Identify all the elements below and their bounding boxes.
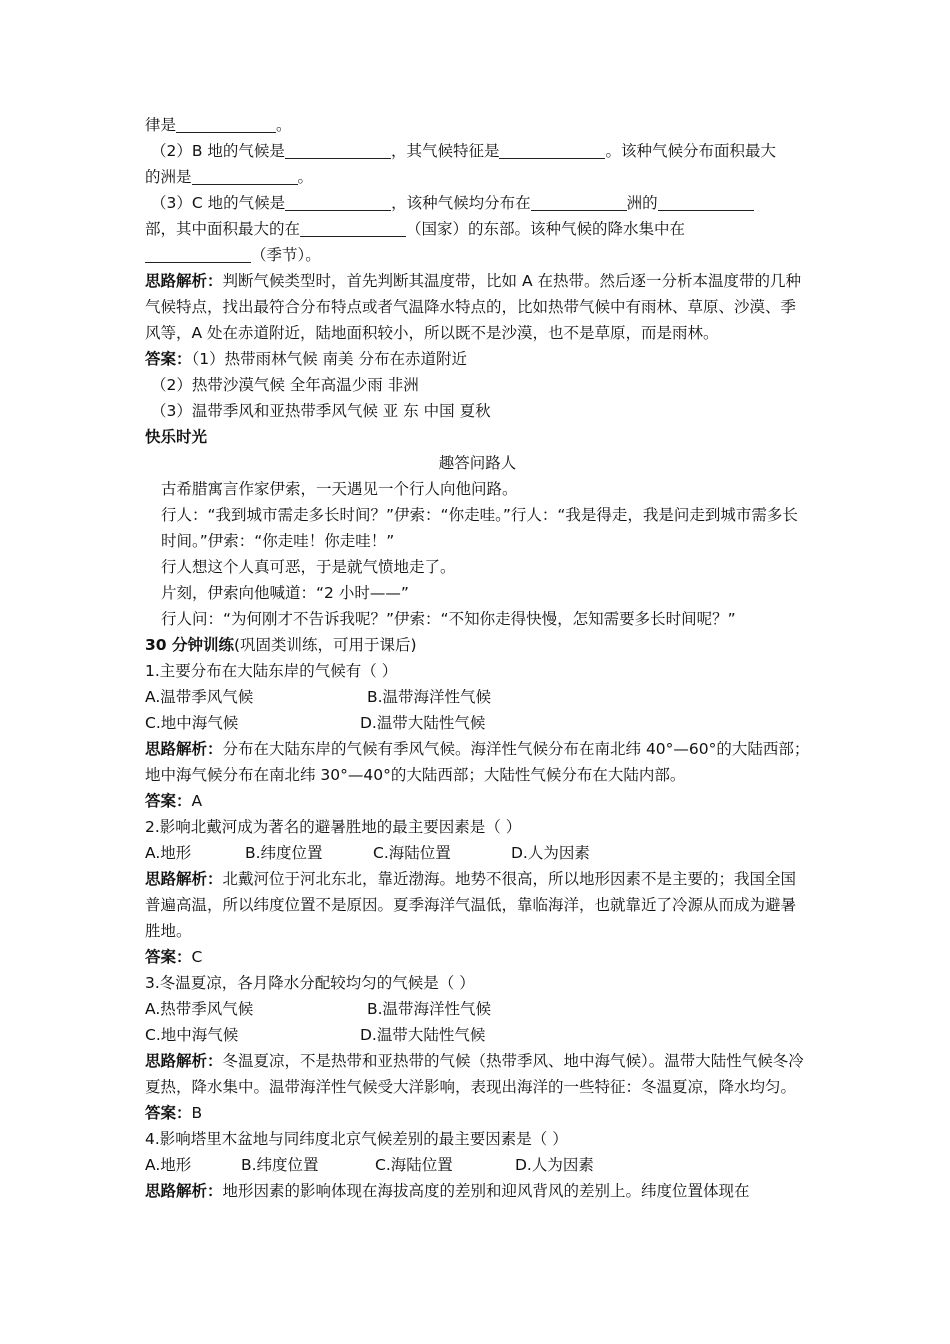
option-row (145, 1022, 810, 1048)
story-paragraph: 行人问：“为何刚才不告诉我呢？”伊索：“不知你走得快慢，怎知需要多长时间呢？” (161, 610, 736, 628)
analysis-label: 思路解析： (145, 740, 223, 758)
answer-blank (499, 140, 605, 159)
option-row (145, 684, 810, 710)
answer-label: 答案： (145, 1104, 192, 1122)
option-c: C.地中海气候 (145, 714, 239, 732)
question-stem: 2.影响北戴河成为著名的避暑胜地的最主要因素是（ ） (145, 818, 522, 836)
text: 的洲是 (145, 168, 192, 186)
option-c: C.地中海气候 (145, 1026, 239, 1044)
section-heading (145, 632, 810, 658)
answer-blank (145, 244, 251, 263)
analysis-block (145, 1048, 810, 1100)
story-paragraph: 行人：“我到城市需走多长时间？”伊索：“你走哇。”行人：“我是得走，我是问走到城市需多长时间。”伊索：“你走哇！你走哇！” (161, 506, 798, 550)
answer-line (145, 372, 810, 398)
text: 。 (276, 116, 292, 134)
option-b: B.温带海洋性气候 (367, 688, 492, 706)
option-b: B.纬度位置 (241, 1156, 319, 1174)
option-a: A.热带季风气候 (145, 1000, 254, 1018)
analysis-block (145, 1178, 810, 1204)
training-heading: 30 分钟训练 (145, 636, 234, 654)
option-b: B.温带海洋性气候 (367, 1000, 492, 1018)
answer-text: （2）热带沙漠气候 全年高温少雨 非洲 (151, 376, 419, 394)
analysis-block (145, 736, 810, 788)
line (145, 164, 810, 190)
analysis-text: 分布在大陆东岸的气候有季风气候。海洋性气候分布在南北纬 40°—60°的大陆西部；地中海气候分布在南北纬 30°—40°的大陆西部；大陆性气候分布在大陆内部。 (145, 740, 810, 784)
option-d: D.温带大陆性气候 (360, 1026, 486, 1044)
answer-blank (531, 192, 627, 211)
option-row (145, 996, 810, 1022)
option-c: C.海陆位置 (375, 1156, 453, 1174)
option-row (145, 1152, 810, 1178)
analysis-text: 冬温夏凉，不是热带和亚热带的气候（热带季风、地中海气候）。温带大陆性气候冬冷夏热，降水集中。温带海洋性气候受大洋影响，表现出海洋的一些特征：冬温夏凉，降水均匀。 (145, 1052, 804, 1096)
option-d: D.人为因素 (511, 844, 590, 862)
document-page (145, 112, 810, 1204)
option-d: D.人为因素 (515, 1156, 594, 1174)
answer-line (145, 1100, 810, 1126)
text: 。该种气候分布面积最大 (605, 142, 776, 160)
question-stem: 4.影响塔里木盆地与同纬度北京气候差别的最主要因素是（ ） (145, 1130, 568, 1148)
text: （3）C 地的气候是 (151, 194, 286, 212)
text: 洲的 (626, 194, 658, 212)
line (145, 216, 810, 242)
answer-text: （3）温带季风和亚热带季风气候 亚 东 中国 夏秋 (151, 402, 491, 420)
story-paragraph: 古希腊寓言作家伊索，一天遇见一个行人向他问路。 (161, 480, 518, 498)
option-a: A.地形 (145, 844, 192, 862)
question-stem: 1.主要分布在大陆东岸的气候有（ ） (145, 662, 398, 680)
analysis-block (145, 268, 810, 346)
option-a: A.地形 (145, 1156, 192, 1174)
answer-blank (285, 192, 391, 211)
answer-label: 答案： (145, 350, 192, 368)
analysis-text: 北戴河位于河北东北，靠近渤海。地势不很高，所以地形因素不是主要的；我国全国普遍高温，所以纬度位置不是原因。夏季海洋气温低，靠临海洋，也就靠近了冷源从而成为避暑胜地。 (145, 870, 797, 940)
option-c: C.海陆位置 (373, 844, 451, 862)
line (145, 190, 810, 216)
answer-blank (658, 192, 754, 211)
answer-text: C (191, 948, 203, 966)
text: 部，其中面积最大的在 (145, 220, 301, 238)
answer-blank (192, 166, 298, 185)
training-note: (巩固类训练，可用于课后) (233, 636, 417, 654)
answer-line (145, 346, 810, 372)
line (145, 242, 810, 268)
text: 。 (297, 168, 314, 186)
question-stem: 3.冬温夏凉，各月降水分配较均匀的气候是（ ） (145, 974, 475, 992)
answer-line (145, 788, 810, 814)
analysis-label: 思路解析： (145, 1182, 223, 1200)
story-paragraph: 行人想这个人真可恶，于是就气愤地走了。 (161, 558, 456, 576)
analysis-label: 思路解析： (145, 870, 223, 888)
text: ，其气候特征是 (390, 142, 500, 160)
analysis-text: 地形因素的影响体现在海拔高度的差别和迎风背风的差别上。纬度位置体现在 (222, 1182, 750, 1200)
section-heading: 快乐时光 (145, 428, 208, 446)
text: 律是 (145, 116, 177, 134)
line (145, 138, 810, 164)
text: ，该种气候均分布在 (391, 194, 531, 212)
line (145, 112, 810, 138)
text: （2）B 地的气候是 (151, 142, 285, 160)
answer-text: B (191, 1104, 203, 1122)
text: （国家）的东部。该种气候的降水集中在 (406, 220, 686, 238)
analysis-text: 判断气候类型时，首先判断其温度带，比如 A 在热带。然后逐一分析本温度带的几种气候特点，找出最符合分布特点或者气温降水特点的，比如热带气候中有雨林、草原、沙漠、季风等，A 处在赤道附近，陆地面积较小，所以既不是沙漠，也不是草原，而是雨林。 (145, 272, 801, 342)
answer-text: A (191, 792, 203, 810)
story-title: 趣答问路人 (438, 454, 517, 472)
answer-line (145, 944, 810, 970)
option-row (145, 710, 810, 736)
analysis-label: 思路解析： (145, 1052, 223, 1070)
option-row (145, 840, 810, 866)
analysis-block (145, 866, 810, 944)
answer-blank (300, 218, 406, 237)
answer-label: 答案： (145, 792, 192, 810)
answer-text: （1）热带雨林气候 南美 分布在赤道附近 (191, 350, 467, 368)
answer-blank (285, 140, 391, 159)
answer-blank (176, 114, 276, 133)
analysis-label: 思路解析： (145, 272, 223, 290)
answer-line (145, 398, 810, 424)
option-d: D.温带大陆性气候 (360, 714, 486, 732)
text: （季节）。 (251, 246, 321, 264)
story-paragraph: 片刻，伊索向他喊道：“2 小时——” (161, 584, 409, 602)
answer-label: 答案： (145, 948, 192, 966)
option-b: B.纬度位置 (245, 844, 323, 862)
option-a: A.温带季风气候 (145, 688, 254, 706)
